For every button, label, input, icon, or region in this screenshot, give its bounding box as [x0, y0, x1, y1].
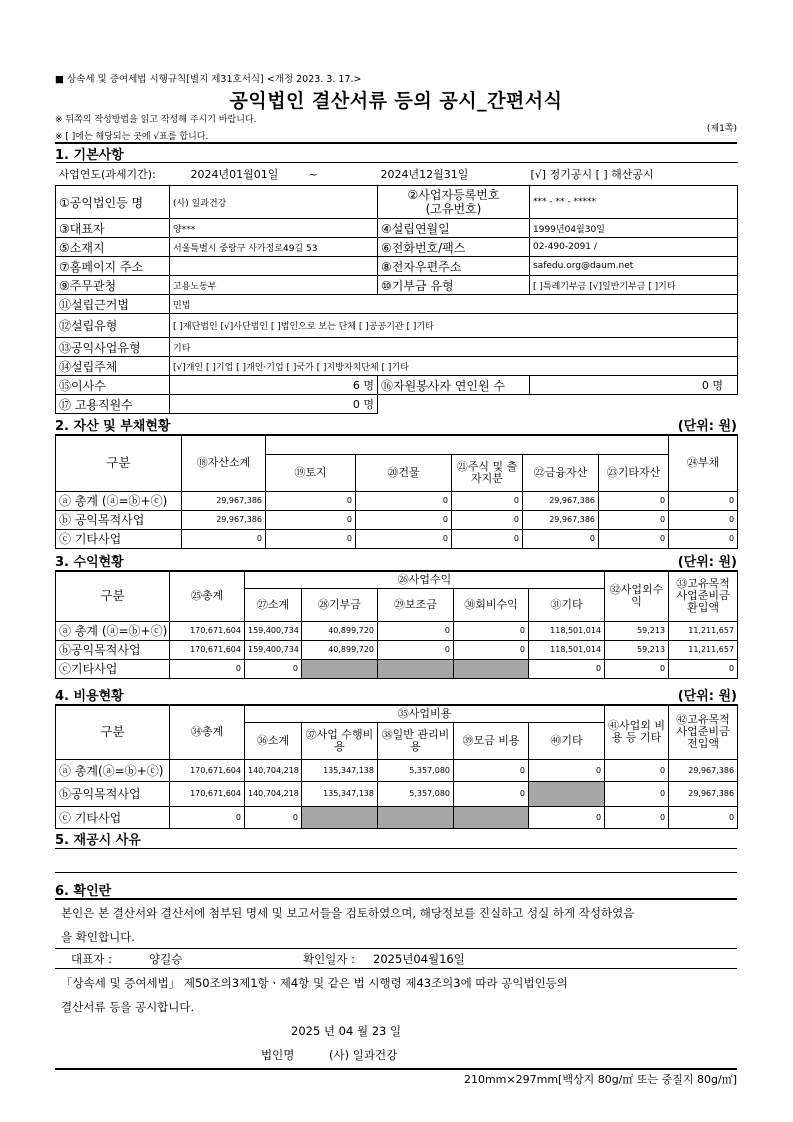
cell: 159,400,734: [245, 640, 302, 659]
period-end: 2024년12월31일: [380, 168, 469, 181]
donation-type-label: ⑩기부금 유형: [378, 276, 530, 295]
section-1-title: 1. 기본사항: [55, 148, 124, 163]
cell: 0: [605, 806, 669, 828]
cell: 0: [170, 806, 245, 828]
founder-value: [√]개인 [ ]기업 [ ]개인·기업 [ ]국가 [ ]지방자치단체 [ ]기타: [170, 357, 738, 376]
cell: 0: [605, 759, 669, 781]
table-row: [56, 529, 738, 548]
cell: 135,347,138: [302, 781, 378, 806]
row-label: ⓒ기타사업: [56, 659, 170, 678]
income-table: [55, 570, 738, 679]
reserve-transfer-header: ㊷고유목적 사업준비금 전입액: [669, 705, 738, 759]
cell: 29,967,386: [523, 491, 599, 510]
homepage-label: ⑦홈페이지 주소: [56, 257, 170, 276]
basis-law-label: ⑪설립근거법: [56, 295, 170, 314]
table-row: [56, 510, 738, 529]
bizno-label: ②사업자등록번호 (고유번호): [378, 186, 530, 219]
confirmation-statement-1: 본인은 본 결산서와 결산서에 첨부된 명세 및 보고서들을 검토하였으며, 해당정보를 진실하고 성실 하게 작성하였음: [61, 906, 635, 920]
estdate-value: 1999년04월30일: [530, 219, 738, 238]
regulation-line: ■ 상속세 및 증여세법 시행규칙[별지 제31호서식] <개정 2023. 3. 17.>: [55, 74, 362, 85]
fundraising-cost-header: ㊴모금 비용: [454, 722, 529, 759]
donation-type-value: [ ]특례기부금 [√]일반기부금 [ ]기타: [530, 276, 738, 295]
office-value: 고용노동부: [170, 276, 378, 295]
cell: 40,899,720: [302, 621, 378, 640]
assets-category-header: 구분: [56, 435, 182, 491]
table-row: [56, 640, 738, 659]
cell: 29,967,386: [182, 510, 266, 529]
execution-cost-header: ㊲사업 수행비용: [302, 722, 378, 759]
shaded-cell: [454, 659, 529, 678]
disclosure-type: [√] 정기공시 [ ] 해산공시: [530, 168, 654, 181]
row-label: ⓐ 총계 (ⓐ=ⓑ+ⓒ): [56, 621, 170, 640]
staff-label: ⑰ 고용직원수: [56, 395, 170, 414]
table-row: [56, 759, 738, 781]
income-subtotal-header: ㉗소계: [245, 588, 302, 621]
cell: 0: [182, 529, 266, 548]
shaded-cell: [378, 659, 454, 678]
admin-cost-header: ㊳일반 관리비용: [378, 722, 454, 759]
cell: 0: [669, 491, 738, 510]
corporation-label: 법인명: [261, 1048, 295, 1062]
email-label: ⑧전자우편주소: [378, 257, 530, 276]
cell: 0: [599, 529, 669, 548]
cell: 29,967,386: [182, 491, 266, 510]
cell: 170,671,604: [170, 640, 245, 659]
instruction-note-2: ※ [ ]에는 해당되는 곳에 √표를 합니다.: [55, 132, 209, 142]
cell: 0: [266, 491, 356, 510]
cell: 0: [170, 659, 245, 678]
row-label: ⓒ 기타사업: [56, 806, 170, 828]
other-assets-header: ㉓기타자산: [599, 454, 669, 491]
period-start: 2024년01월01일: [190, 168, 279, 181]
donation-income-header: ㉘기부금: [302, 588, 378, 621]
row-label: ⓑ 공익목적사업: [56, 510, 182, 529]
cell: 5,357,080: [378, 759, 454, 781]
stocks-header: ㉑주식 및 출자지분: [452, 454, 523, 491]
cell: 140,704,218: [245, 759, 302, 781]
section-6-title: 6. 확인란: [55, 884, 112, 899]
section-3-unit: (단위: 원): [677, 555, 737, 570]
section-2-unit: (단위: 원): [677, 419, 737, 434]
cell: 140,704,218: [245, 781, 302, 806]
volunteers-label: ⑯자원봉사자 연인원 수: [378, 376, 530, 395]
shaded-cell: [378, 806, 454, 828]
paper-spec: 210mm×297mm[백상지 80g/㎡ 또는 중질지 80g/㎡]: [463, 1073, 737, 1086]
section-2-title: 2. 자산 및 부채현황: [55, 419, 171, 434]
cell: 0: [454, 640, 529, 659]
instruction-note-1: ※ 뒤쪽의 작성방법을 읽고 작성해 주시기 바랍니다.: [55, 115, 257, 125]
shaded-cell: [302, 806, 378, 828]
cell: 135,347,138: [302, 759, 378, 781]
fees-header: ㉚회비수익: [454, 588, 529, 621]
cell: 11,211,657: [669, 621, 738, 640]
representative-label: 대표자 :: [71, 952, 112, 966]
phone-value: 02-490-2091 /: [530, 238, 738, 257]
shaded-cell: [454, 806, 529, 828]
section-4-unit: (단위: 원): [677, 689, 737, 704]
nonbiz-income-header: ㉜사업외수익: [605, 571, 669, 621]
cell: 0: [356, 491, 452, 510]
legal-statement-2: 결산서류 등을 공시합니다.: [61, 1000, 195, 1014]
cell: 0: [452, 491, 523, 510]
page-number: (제1쪽): [706, 124, 737, 134]
income-category-header: 구분: [56, 571, 170, 621]
volunteers-value: 0 명: [530, 376, 738, 395]
cell: 0: [266, 510, 356, 529]
addr-label: ⑤소재지: [56, 238, 170, 257]
cell: 0: [523, 529, 599, 548]
reserve-reversal-header: ㉝고유목적사업준비금환입액: [669, 571, 738, 621]
cell: 0: [599, 491, 669, 510]
cell: 59,213: [605, 640, 669, 659]
other-income-header: ㉛기타: [529, 588, 605, 621]
directors-label: ⑮이사수: [56, 376, 170, 395]
cell: 0: [356, 529, 452, 548]
confirmation-statement-2: 을 확인합니다.: [61, 930, 135, 944]
cell: 40,899,720: [302, 640, 378, 659]
expense-subtotal-header: ㊱소계: [245, 722, 302, 759]
staff-value: 0 명: [170, 395, 378, 414]
cell: 0: [669, 510, 738, 529]
row-label: ⓐ 총계 (ⓐ=ⓑ+ⓒ): [56, 491, 182, 510]
cell: 0: [245, 806, 302, 828]
subsidy-header: ㉙보조금: [378, 588, 454, 621]
directors-value: 6 명: [170, 376, 378, 395]
row-label: ⓑ공익목적사업: [56, 781, 170, 806]
founder-label: ⑭설립주체: [56, 357, 170, 376]
cell: 0: [454, 621, 529, 640]
est-type-label: ⑫설립유형: [56, 314, 170, 338]
cell: 170,671,604: [170, 759, 245, 781]
table-row: [56, 491, 738, 510]
cell: 5,357,080: [378, 781, 454, 806]
financial-assets-header: ㉒금융자산: [523, 454, 599, 491]
liabilities-header: ㉔부채: [669, 435, 738, 491]
estdate-label: ④설립연월일: [378, 219, 530, 238]
cell: 170,671,604: [170, 621, 245, 640]
biz-type-label: ⑬공익사업유형: [56, 338, 170, 357]
expense-category-header: 구분: [56, 705, 170, 759]
cell: 0: [669, 806, 738, 828]
confirm-date: 2025년04월16일: [373, 952, 465, 966]
cell: 170,671,604: [170, 781, 245, 806]
building-header: ⑳건물: [356, 454, 452, 491]
income-total-header: ㉕총계: [170, 571, 245, 621]
corporation-name: (사) 일과건강: [329, 1048, 398, 1062]
cell: 159,400,734: [245, 621, 302, 640]
biz-type-value: 기타: [170, 338, 738, 357]
cell: 0: [452, 510, 523, 529]
homepage-value: [170, 257, 378, 276]
cell: 0: [452, 529, 523, 548]
assets-table: [55, 434, 738, 549]
section-3-title: 3. 수익현황: [55, 555, 124, 570]
cell: 0: [599, 510, 669, 529]
shaded-cell: [302, 659, 378, 678]
section-4-title: 4. 비용현황: [55, 689, 124, 704]
row-label: ⓒ 기타사업: [56, 529, 182, 548]
cell: 0: [245, 659, 302, 678]
biz-cost-header: ㉟사업비용: [245, 705, 605, 722]
legal-statement-1: 「상속세 및 증여세법」 제50조의3제1항ㆍ제4항 및 같은 법 시행령 제43조의3에 따라 공익법인등의: [61, 976, 568, 990]
cell: 118,501,014: [529, 640, 605, 659]
biz-income-header: ㉖사업수익: [245, 571, 605, 588]
cell: 0: [454, 781, 529, 806]
cell: 0: [605, 659, 669, 678]
addr-value: 서울특별시 중랑구 사가정로49길 53: [170, 238, 378, 257]
cell: 29,967,386: [669, 781, 738, 806]
shaded-cell: [529, 781, 605, 806]
office-label: ⑨주무관청: [56, 276, 170, 295]
cell: 0: [378, 621, 454, 640]
confirm-date-label: 확인일자 :: [303, 952, 355, 966]
section-5-title: 5. 재공시 사유: [55, 833, 141, 848]
expense-table: [55, 704, 738, 829]
sign-date: 2025 년 04 월 23 일: [291, 1024, 402, 1038]
email-value: safedu.org@daum.net: [530, 257, 738, 276]
rep-label: ③대표자: [56, 219, 170, 238]
cell: 11,211,657: [669, 640, 738, 659]
cell: 0: [669, 529, 738, 548]
est-type-value: [ ]재단법인 [√]사단법인 [ ]법인으로 보는 단체 [ ]공공기관 [ ]기타: [170, 314, 738, 338]
other-cost-header: ㊵기타: [529, 722, 605, 759]
cell: 0: [529, 806, 605, 828]
cell: 0: [669, 659, 738, 678]
cell: 29,967,386: [669, 759, 738, 781]
expense-total-header: ㉞총계: [170, 705, 245, 759]
row-label: ⓑ공익목적사업: [56, 640, 170, 659]
cell: 0: [266, 529, 356, 548]
row-label: ⓐ 총계(ⓐ=ⓑ+ⓒ): [56, 759, 170, 781]
org-name-label: ①공익법인등 명: [56, 186, 170, 219]
period-label: 사업연도(과세기간):: [58, 168, 156, 181]
table-row: [56, 781, 738, 806]
basic-info-table: [55, 162, 738, 414]
cell: 118,501,014: [529, 621, 605, 640]
cell: 0: [529, 759, 605, 781]
period-tilde: ~: [308, 168, 318, 181]
nonbiz-cost-header: ㊶사업외 비용 등 기타: [605, 705, 669, 759]
table-row: [56, 806, 738, 828]
basis-law-value: 민법: [170, 295, 738, 314]
table-row: [56, 659, 738, 678]
land-header: ⑲토지: [266, 454, 356, 491]
assets-total-header: ⑱자산소계: [182, 435, 266, 491]
cell: 0: [605, 781, 669, 806]
bizno-value: *** - ** - *****: [530, 186, 738, 219]
cell: 0: [529, 659, 605, 678]
cell: 0: [356, 510, 452, 529]
table-row: [56, 621, 738, 640]
cell: 59,213: [605, 621, 669, 640]
cell: 0: [454, 759, 529, 781]
phone-label: ⑥전화번호/팩스: [378, 238, 530, 257]
page-title: 공익법인 결산서류 등의 공시_간편서식: [229, 90, 563, 112]
cell: 29,967,386: [523, 510, 599, 529]
org-name-value: (사) 일과건강: [170, 186, 378, 219]
rep-value: 양***: [170, 219, 378, 238]
representative-name: 양길승: [149, 952, 183, 966]
cell: 0: [378, 640, 454, 659]
